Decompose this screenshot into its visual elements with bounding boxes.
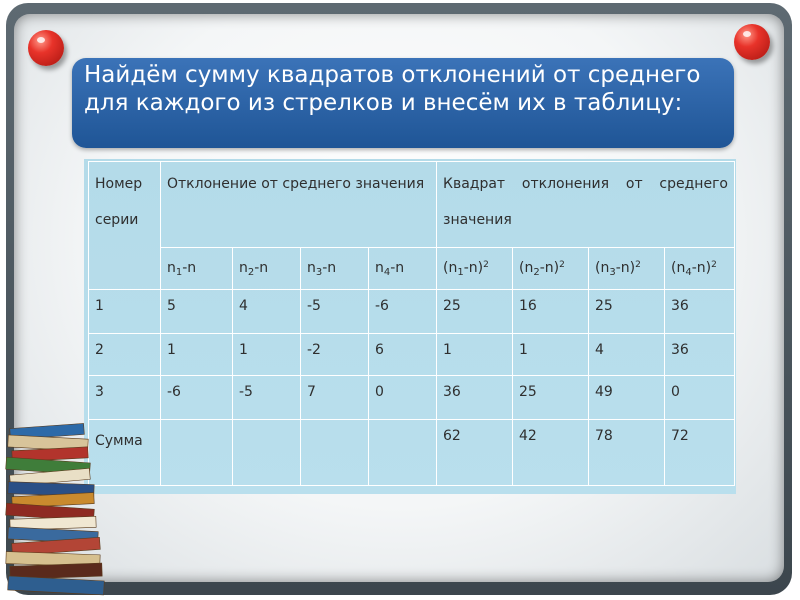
table-cell: 25 [513, 376, 589, 420]
header-text: -n [390, 259, 405, 276]
header-text: -n [322, 259, 337, 276]
table-cell: 1 [437, 334, 513, 376]
header-subscript: 1 [175, 266, 183, 278]
table-cell: -6 [369, 290, 437, 334]
header-text: n [239, 259, 248, 276]
header-text: -n) [463, 259, 484, 276]
deviation-header-1 [161, 248, 233, 290]
table-cell [369, 420, 437, 486]
table-cell: 36 [437, 376, 513, 420]
books-stack-icon [2, 418, 112, 598]
table-row [89, 376, 735, 420]
table-cell: 25 [589, 290, 665, 334]
header-superscript: 2 [711, 259, 717, 270]
square-header-3 [589, 248, 665, 290]
header-subscript: 4 [685, 266, 692, 278]
table-cell: 1 [513, 334, 589, 376]
table-body [89, 290, 735, 486]
table-row [89, 420, 735, 486]
deviation-header-3 [301, 248, 369, 290]
row-label: 3 [89, 376, 161, 420]
deviation-header-2 [233, 248, 301, 290]
header-series-number: Номер серии [89, 162, 161, 290]
header-text: (n [595, 259, 610, 276]
table-cell: 16 [513, 290, 589, 334]
table-cell: 49 [589, 376, 665, 420]
header-superscript: 2 [483, 259, 489, 270]
header-subscript: 4 [383, 266, 391, 278]
header-text: -n) [691, 259, 712, 276]
table-cell: 36 [665, 290, 735, 334]
table-cell: 6 [369, 334, 437, 376]
red-pushpin-icon [734, 24, 770, 60]
table-cell: 4 [233, 290, 301, 334]
table-cell [301, 420, 369, 486]
subheader-row [89, 248, 735, 290]
table-cell: 62 [437, 420, 513, 486]
deviation-header-4 [369, 248, 437, 290]
header-text: n [375, 259, 384, 276]
table-cell: 78 [589, 420, 665, 486]
table-cell: 36 [665, 334, 735, 376]
header-deviation-group: Отклонение от среднего значения [161, 162, 437, 248]
table-cell: 1 [161, 334, 233, 376]
row-label: 2 [89, 334, 161, 376]
table-cell: 5 [161, 290, 233, 334]
table-cell: 72 [665, 420, 735, 486]
table-cell: 25 [437, 290, 513, 334]
header-text: -n [182, 259, 197, 276]
table-cell: 0 [369, 376, 437, 420]
table-row [89, 290, 735, 334]
table-cell: 0 [665, 376, 735, 420]
header-text: -n) [615, 259, 636, 276]
header-text: (n [671, 259, 686, 276]
header-subscript: 2 [247, 266, 255, 278]
table-cell: -6 [161, 376, 233, 420]
header-subscript: 1 [457, 266, 464, 278]
header-superscript: 2 [635, 259, 641, 270]
deviation-table [88, 161, 735, 486]
table-cell [233, 420, 301, 486]
header-subscript: 2 [533, 266, 540, 278]
table-cell: 4 [589, 334, 665, 376]
header-text: n [167, 259, 176, 276]
table-cell: 7 [301, 376, 369, 420]
header-superscript: 2 [559, 259, 565, 270]
header-text: -n) [539, 259, 560, 276]
square-header-2 [513, 248, 589, 290]
slide-title: Найдём сумму квадратов отклонений от среднего для каждого из стрелков и внесём их в таблицу: [84, 62, 701, 116]
square-header-4 [665, 248, 735, 290]
header-text: (n [519, 259, 534, 276]
header-square-group: Квадрат отклонения от среднего значения [437, 162, 735, 248]
header-text: -n [254, 259, 269, 276]
header-subscript: 3 [315, 266, 323, 278]
header-subscript: 3 [609, 266, 616, 278]
row-label: 1 [89, 290, 161, 334]
table-row [89, 334, 735, 376]
table-cell [161, 420, 233, 486]
header-text: (n [443, 259, 458, 276]
table-cell: 1 [233, 334, 301, 376]
header-text: n [307, 259, 316, 276]
square-header-1 [437, 248, 513, 290]
table-cell: -2 [301, 334, 369, 376]
table-cell: -5 [301, 290, 369, 334]
red-pushpin-icon [28, 30, 64, 66]
table-cell: -5 [233, 376, 301, 420]
table-cell: 42 [513, 420, 589, 486]
row-label: Сумма [89, 420, 161, 486]
